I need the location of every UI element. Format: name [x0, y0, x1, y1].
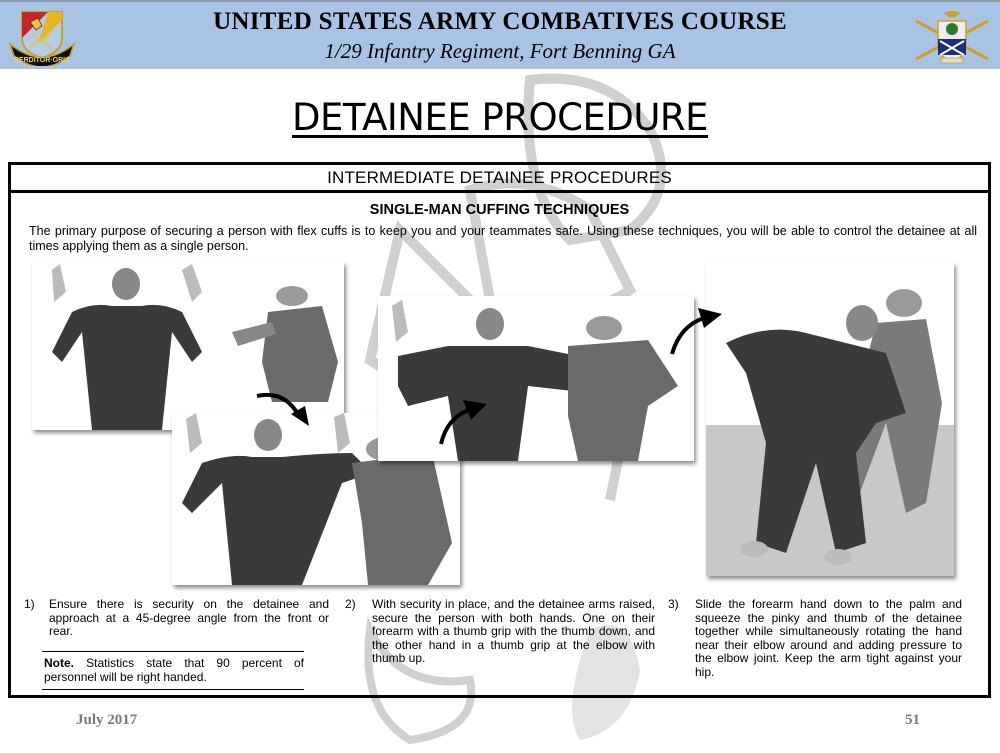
step-1 [24, 598, 330, 638]
step-text: Slide the forearm hand down to the palm and squeeze the pinky and thumb of the detainee together while simultaneously rotating the hand near their elbow around and adding pressure to the elbow joint. Keep the arm tight against your hip. [695, 597, 962, 679]
arrow-icon [668, 306, 724, 356]
section-title: INTERMEDIATE DETAINEE PROCEDURES [11, 165, 988, 193]
photo-step-3 [706, 263, 954, 576]
photo-step-2 [378, 296, 694, 461]
arrow-icon [255, 390, 315, 430]
step-number: 2) [345, 597, 356, 611]
svg-text:PERDITOR·ORIS: PERDITOR·ORIS [14, 57, 70, 64]
step-text: With security in place, and the detainee arms raised, secure the person with both hands. One on their forearm with a thumb grip with the thumb down, and the other hand in a thumb grip at the elbow with thumb up. [372, 597, 655, 665]
intro-paragraph: The primary purpose of securing a person with flex cuffs is to keep you and your teammates safe. Using these techniques, you will be able to control the detainee at all times applying them as a single person. [29, 224, 977, 253]
step-text: Ensure there is security on the detainee and approach at a 45-degree angle from the front or rear. [49, 597, 329, 638]
page-number: 51 [905, 712, 920, 728]
regiment-subtitle: 1/29 Infantry Regiment, Fort Benning GA [324, 39, 676, 63]
footer-date: July 2017 [76, 712, 138, 728]
step-3 [668, 598, 964, 678]
regimental-insignia-icon [914, 9, 990, 67]
arrow-icon [437, 396, 489, 446]
note-label: Note. [44, 656, 74, 670]
step-2 [345, 598, 657, 668]
course-title: UNITED STATES ARMY COMBATIVES COURSE [213, 8, 787, 35]
note-box [42, 651, 304, 690]
subheading: SINGLE-MAN CUFFING TECHNIQUES [369, 202, 630, 218]
note-text: Statistics state that 90 percent of personnel will be right handed. [44, 656, 305, 684]
page-title: DETAINEE PROCEDURE [291, 96, 709, 139]
step-number: 3) [668, 597, 679, 611]
header-band [0, 0, 1000, 69]
step-number: 1) [24, 597, 35, 611]
